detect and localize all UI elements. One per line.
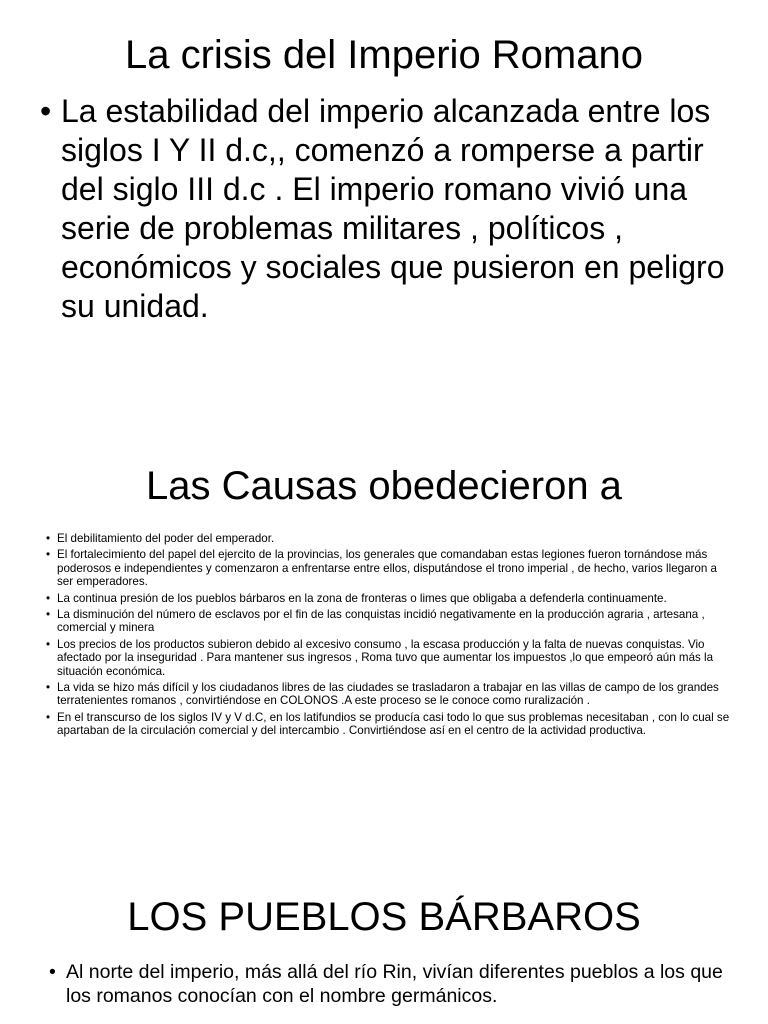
- slide-title: La crisis del Imperio Romano: [125, 33, 643, 77]
- slide-pueblos-barbaros: [0, 889, 768, 1017]
- bullet-list: [0, 532, 768, 738]
- bullet-item: • El fortalecimiento del papel del ejercito de la provincias, los generales que comandaban estas legiones fueron tornándose más poderosos e independientes y comenzaron a enfrentarse entre ellos, disputándose el trono imperial , de hecho, varios llegaron a ser emperadores.: [57, 548, 734, 588]
- bullet-list: [0, 960, 768, 1008]
- slide-causas: [0, 458, 768, 741]
- slide-crisis-imperio: [0, 0, 768, 326]
- bullet-item: • La vida se hizo más difícil y los ciudadanos libres de las ciudades se trasladaron a trabajar en las villas de campo de los grandes terratenientes romanos , convirtiéndose en COLONOS .A este proceso se le conoce como ruralización .: [57, 681, 734, 708]
- slide-title: LOS PUEBLOS BÁRBAROS: [127, 895, 641, 939]
- bullet-item: • El debilitamiento del poder del emperador.: [57, 532, 734, 545]
- bullet-list: [0, 92, 768, 326]
- bullet-item: • Los precios de los productos subieron debido al excesivo consumo , la escasa producción y la falta de nuevas conquistas. Vio afectado por la inseguridad . Para mantener sus ingresos , Roma tuvo que aumentar los impuestos ,lo que empeoró aún más la situación económica.: [57, 638, 734, 678]
- bullet-item: • En el transcurso de los siglos IV y V d.C, en los latifundios se producía casi todo lo que sus problemas necesitaban , con lo cual se apartaban de la circulación comercial y del intercambio . Convirtiéndose así en el centro de la actividad productiva.: [57, 711, 734, 738]
- bullet-item: • La estabilidad del imperio alcanzada entre los siglos I Y II d.c,, comenzó a romperse a partir del siglo III d.c . El imperio romano vivió una serie de problemas militares , políticos , económicos y sociales que pusieron en peligro su unidad.: [61, 92, 728, 326]
- slide-title: Las Causas obedecieron a: [146, 464, 622, 508]
- bullet-item: • La disminución del número de esclavos por el fin de las conquistas incidió negativamente en la producción agraria , artesana , comercial y minera: [57, 608, 734, 635]
- bullet-item: • Al norte del imperio, más allá del río Rin, vivían diferentes pueblos a los que los romanos conocían con el nombre germánicos.: [66, 960, 738, 1008]
- bullet-item: • La continua presión de los pueblos bárbaros en la zona de fronteras o limes que obligaba a defenderla continuamente.: [57, 592, 734, 605]
